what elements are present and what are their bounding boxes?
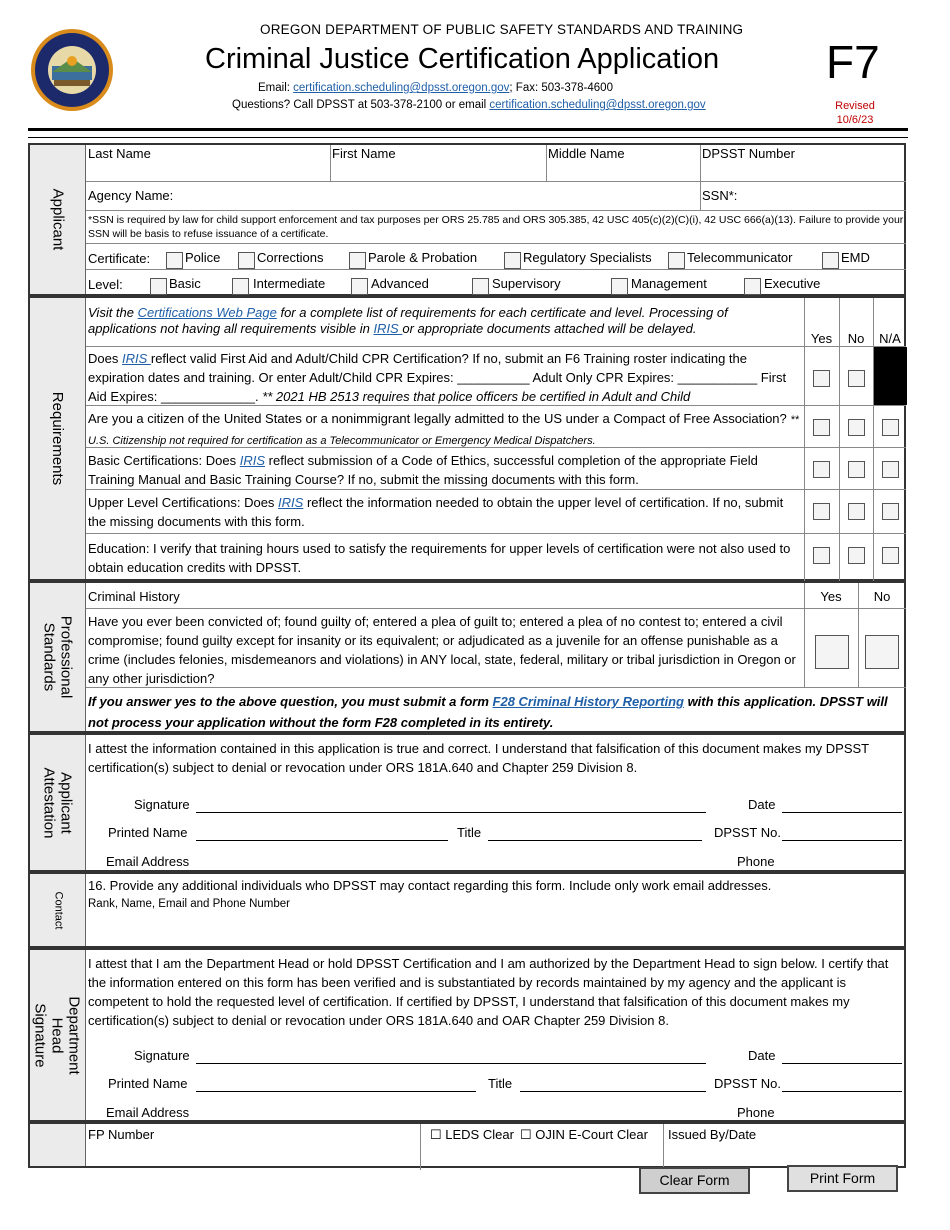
title-label: Title [488,1076,513,1091]
date-line[interactable] [782,812,902,813]
contact-instructions: 16. Provide any additional individuals who DPSST may contact regarding this form. Include only work email addresses. [88,878,772,893]
signature-label: Signature [134,1048,190,1063]
education-yes-checkbox[interactable] [813,547,830,564]
printed-name-label: Printed Name [108,825,188,840]
middle-name-field[interactable]: Middle Name [548,146,625,161]
date-label: Date [748,1048,776,1063]
f28-link[interactable]: F28 Criminal History Reporting [492,694,684,709]
dpsst-no-line[interactable] [782,840,902,841]
col-yes: Yes [810,331,833,346]
requirements-side-label: Requirements [30,298,86,579]
level-checkbox[interactable] [150,278,167,295]
requirement-basic: Basic Certifications: Does IRIS reflect submission of a Code of Ethics, successful completion of the appropriate Field Training Manual and Basic Training Course? If no, submit the missing documents with this form. [88,453,758,487]
col-no: No [847,331,865,346]
iris-link[interactable]: IRIS [121,351,151,366]
department-head-section [28,948,906,1122]
requirement-cpr: Does IRIS reflect valid First Aid and Adult/Child CPR Certification? If no, submit an F6 Training roster indicating the expiration dates and training. Or enter Adult/Child CPR Expires: __________ Adult Only CPR Expires: ___________ First Aid Expires: _____________. ** 2021 HB 2513 requires that police officers be certified in Adult and Child [88,351,787,404]
level-checkbox[interactable] [472,278,489,295]
professional-side-label: Professional Standards [30,583,86,731]
certificate-checkbox[interactable] [504,252,521,269]
attestation-side-label: Applicant Attestation [30,735,86,870]
last-name-field[interactable]: Last Name [88,146,151,161]
date-line[interactable] [782,1063,902,1064]
dpsst-no-label: DPSST No. [714,1076,781,1091]
certificate-option: Police [185,250,221,265]
criminal-no-checkbox[interactable] [865,635,899,669]
signature-line[interactable] [196,812,706,813]
education-no-checkbox[interactable] [848,547,865,564]
form-title: Criminal Justice Certification Application [205,43,720,75]
certificate-option: Telecommunicator [687,250,793,265]
applicant-section [28,143,906,296]
professional-standards-section [28,581,906,733]
agency-name-field[interactable]: Agency Name: [88,188,174,203]
col-na: N/A [879,331,901,346]
title-line[interactable] [488,840,702,841]
basic-yes-checkbox[interactable] [813,461,830,478]
applicant-side-label: Applicant [30,145,86,294]
level-checkbox[interactable] [744,278,761,295]
cpr-yes-checkbox[interactable] [813,370,830,387]
certificate-checkbox[interactable] [822,252,839,269]
requirements-intro: Visit the Certifications Web Page for a complete list of requirements for each certificate and level. Processing of applications not having all requirements visible in IRIS or appropriate documents attached will be delayed. [88,305,728,336]
title-label: Title [457,825,482,840]
criminal-yes-checkbox[interactable] [815,635,849,669]
printed-name-line[interactable] [196,1091,476,1092]
citizen-no-checkbox[interactable] [848,419,865,436]
attestation-text: I attest the information contained in this application is true and correct. I understand that falsification of this document makes my DPSST certification(s) subject to denial or revocation under ORS 181A.640 and Chapter 259 Division 8. [88,741,869,775]
certificate-label: Certificate: [88,251,151,266]
requirement-education: Education: I verify that training hours used to satisfy the requirements for upper levels of certification were not also used to obtain education credits with DPSST. [88,541,791,575]
requirement-citizenship: Are you a citizen of the United States or a nonimmigrant legally admitted to the US under a Compact of Free Association? ** U.S. Citizenship not required for certification as a Telecommunicator or Emergency Medical Dispatchers. [88,411,799,447]
col-no: No [873,589,891,604]
office-use-side [30,1124,86,1166]
email-link[interactable]: certification.scheduling@dpsst.oregon.gov [293,82,510,94]
leds-clear-checkbox[interactable]: ☐ LEDS Clear [430,1127,514,1142]
certificate-checkbox[interactable] [238,252,255,269]
phone-label: Phone [737,854,775,869]
department-name: OREGON DEPARTMENT OF PUBLIC SAFETY STANDARDS AND TRAINING [260,22,744,37]
form-header [0,0,950,135]
basic-no-checkbox[interactable] [848,461,865,478]
contact-side-label: Contact [30,874,86,946]
header-rule [28,128,908,138]
criminal-history-question: Have you ever been convicted of; found guilty of; entered a plea of guilt to; entered a plea of no contest to; entered a civil compromise; found guilty except for insanity or its equivalent; or adjudicated as a juvenile for an offense punishable as a crime (includes felonies, misdemeanors and violations) in ANY local, state, federal, military or tribal jurisdiction in Oregon or any other jurisdiction? [88,614,796,686]
level-option: Intermediate [253,276,326,291]
certificate-option: Regulatory Specialists [523,250,652,265]
form-number: F7 [826,36,880,88]
upper-yes-checkbox[interactable] [813,503,830,520]
clear-form-button[interactable]: Clear Form [639,1167,750,1194]
certificate-option: Corrections [257,250,324,265]
level-option: Supervisory [492,276,561,291]
printed-name-label: Printed Name [108,1076,188,1091]
applicant-attestation-section [28,733,906,872]
iris-link[interactable]: IRIS [373,321,403,336]
iris-link[interactable]: IRIS [278,495,304,510]
ssn-field[interactable]: SSN*: [702,188,738,203]
revised-date: Revised 10/6/23 [835,100,875,126]
email-label: Email Address [106,1105,190,1120]
f28-warning: If you answer yes to the above question, you must submit a form F28 Criminal History Reporting with this application. DPSST will not process your application without the form F28 completed in its entirety. [88,694,888,730]
certificate-checkbox[interactable] [349,252,366,269]
certificate-checkbox[interactable] [668,252,685,269]
criminal-history-label: Criminal History [88,589,180,604]
dpsst-no-label: DPSST No. [714,825,781,840]
level-option: Advanced [371,276,429,291]
level-option: Management [631,276,707,291]
fp-number-field[interactable]: FP Number [88,1127,155,1142]
level-option: Executive [764,276,821,291]
title-line[interactable] [520,1091,706,1092]
date-label: Date [748,797,776,812]
dpsst-seal-logo [30,28,114,112]
certificate-checkbox[interactable] [166,252,183,269]
printed-name-line[interactable] [196,840,448,841]
contact-subtext: Rank, Name, Email and Phone Number [88,898,290,910]
requirement-upper: Upper Level Certifications: Does IRIS reflect the information needed to obtain the upper level of certification. If no, submit the missing documents with this form. [88,495,784,529]
questions-line: Questions? Call DPSST at 503-378-2100 or email certification.scheduling@dpsst.oregon.gov [232,99,706,111]
questions-email-link[interactable]: certification.scheduling@dpsst.oregon.gov [489,99,706,111]
contact-line: Email: certification.scheduling@dpsst.oregon.gov; Fax: 503-378-4600 [258,82,613,94]
certifications-web-link[interactable]: Certifications Web Page [137,305,277,320]
level-checkbox[interactable] [351,278,368,295]
ojin-clear-checkbox[interactable]: ☐ OJIN E-Court Clear [520,1127,648,1142]
department-head-side-label: Department Head Signature [30,950,86,1120]
level-label: Level: [88,277,123,292]
iris-link[interactable]: IRIS [239,453,266,468]
dpsst-number-field[interactable]: DPSST Number [702,146,795,161]
contact-section [28,872,906,948]
email-label: Email Address [106,854,190,869]
education-na-checkbox[interactable] [882,547,899,564]
citizen-yes-checkbox[interactable] [813,419,830,436]
level-checkbox[interactable] [611,278,628,295]
basic-na-checkbox[interactable] [882,461,899,478]
upper-na-checkbox[interactable] [882,503,899,520]
first-name-field[interactable]: First Name [332,146,396,161]
signature-line[interactable] [196,1063,706,1064]
ssn-note: *SSN is required by law for child support enforcement and tax purposes per ORS 25.785 and ORS 305.385, 42 USC 405(c)(2)(C)(i), 42 USC 666(a)(13). Failure to provide your SSN will be basis to refuse issuance of a certificate. [88,214,904,240]
print-form-button[interactable]: Print Form [787,1165,898,1192]
col-yes: Yes [820,589,842,604]
office-use-section [28,1122,906,1168]
na-blackout [874,347,907,405]
issued-by-field[interactable]: Issued By/Date [668,1127,757,1142]
level-checkbox[interactable] [232,278,249,295]
citizen-na-checkbox[interactable] [882,419,899,436]
certificate-option: Parole & Probation [368,250,478,265]
department-head-text: I attest that I am the Department Head or hold DPSST Certification and I am authorized by the Department Head to sign below. I certify that the information entered on this form has been verified and is substantiated by records maintained by my agency and the applicant is competent to hold the requested level of certification. If certified by DPSST, I understand that falsification of this document makes my certification(s) subject to denial or revocation under ORS 181A.640 and OAR Chapter 259 Division 8. [88,956,889,1028]
requirements-section [28,296,906,581]
phone-label: Phone [737,1105,775,1120]
certificate-option: EMD [841,250,870,265]
level-option: Basic [169,276,201,291]
signature-label: Signature [134,797,190,812]
upper-no-checkbox[interactable] [848,503,865,520]
cpr-no-checkbox[interactable] [848,370,865,387]
dpsst-no-line[interactable] [782,1091,902,1092]
